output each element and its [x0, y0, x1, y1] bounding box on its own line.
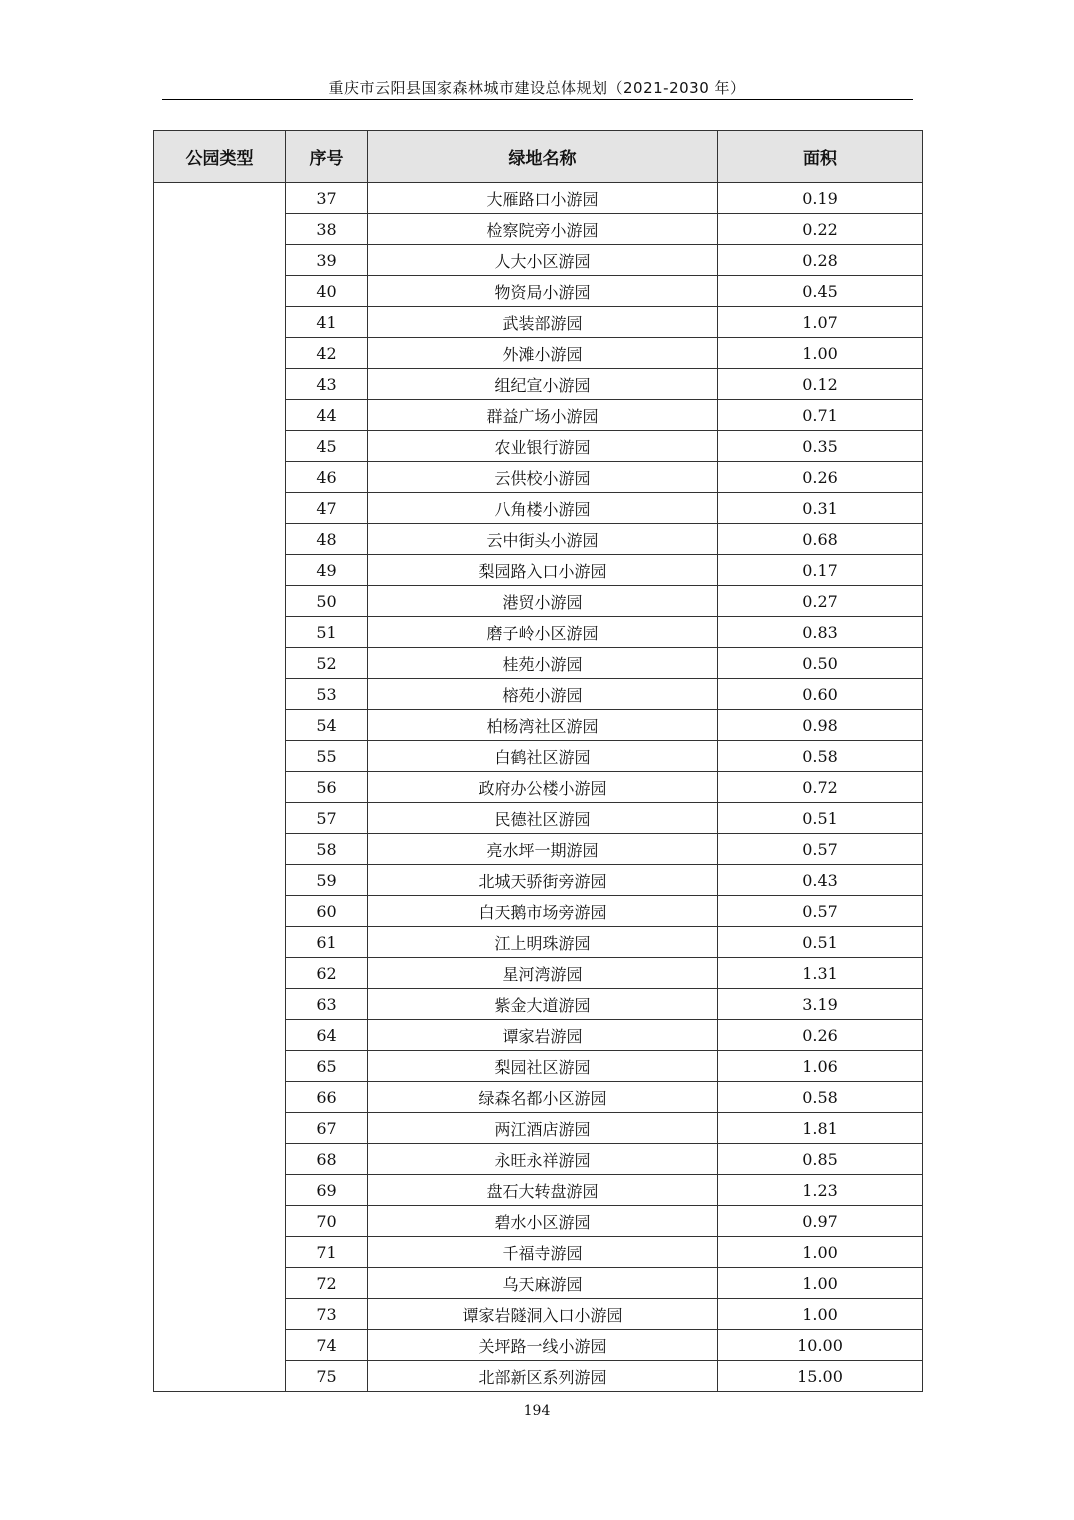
green-space-name-cell: 大雁路口小游园	[368, 183, 718, 214]
green-space-name-cell: 物资局小游园	[368, 276, 718, 307]
area-cell: 1.00	[718, 1237, 923, 1268]
serial-number-cell: 54	[286, 710, 368, 741]
serial-number-cell: 42	[286, 338, 368, 369]
area-cell: 0.17	[718, 555, 923, 586]
green-space-name-cell: 政府办公楼小游园	[368, 772, 718, 803]
area-cell: 0.58	[718, 1082, 923, 1113]
serial-number-cell: 58	[286, 834, 368, 865]
column-header-area: 面积	[718, 131, 923, 183]
area-cell: 0.68	[718, 524, 923, 555]
area-cell: 1.00	[718, 338, 923, 369]
green-space-name-cell: 紫金大道游园	[368, 989, 718, 1020]
area-cell: 0.22	[718, 214, 923, 245]
serial-number-cell: 37	[286, 183, 368, 214]
area-cell: 0.85	[718, 1144, 923, 1175]
area-cell: 0.35	[718, 431, 923, 462]
green-space-name-cell: 千福寺游园	[368, 1237, 718, 1268]
area-cell: 0.28	[718, 245, 923, 276]
table-row	[154, 183, 923, 214]
green-space-name-cell: 谭家岩隧洞入口小游园	[368, 1299, 718, 1330]
area-cell: 0.51	[718, 803, 923, 834]
area-cell: 0.26	[718, 462, 923, 493]
serial-number-cell: 59	[286, 865, 368, 896]
serial-number-cell: 51	[286, 617, 368, 648]
green-space-name-cell: 星河湾游园	[368, 958, 718, 989]
serial-number-cell: 57	[286, 803, 368, 834]
serial-number-cell: 38	[286, 214, 368, 245]
green-space-name-cell: 白鹤社区游园	[368, 741, 718, 772]
area-cell: 0.72	[718, 772, 923, 803]
area-cell: 0.19	[718, 183, 923, 214]
green-space-name-cell: 桂苑小游园	[368, 648, 718, 679]
area-cell: 1.00	[718, 1299, 923, 1330]
column-header-park-type: 公园类型	[154, 131, 286, 183]
serial-number-cell: 72	[286, 1268, 368, 1299]
serial-number-cell: 48	[286, 524, 368, 555]
green-space-name-cell: 人大小区游园	[368, 245, 718, 276]
green-space-name-cell: 农业银行游园	[368, 431, 718, 462]
column-header-serial-number: 序号	[286, 131, 368, 183]
green-space-name-cell: 江上明珠游园	[368, 927, 718, 958]
serial-number-cell: 39	[286, 245, 368, 276]
serial-number-cell: 53	[286, 679, 368, 710]
green-space-name-cell: 亮水坪一期游园	[368, 834, 718, 865]
serial-number-cell: 47	[286, 493, 368, 524]
serial-number-cell: 55	[286, 741, 368, 772]
column-header-green-space-name: 绿地名称	[368, 131, 718, 183]
green-space-name-cell: 关坪路一线小游园	[368, 1330, 718, 1361]
area-cell: 1.07	[718, 307, 923, 338]
serial-number-cell: 56	[286, 772, 368, 803]
park-area-table	[153, 130, 923, 1392]
area-cell: 0.26	[718, 1020, 923, 1051]
serial-number-cell: 46	[286, 462, 368, 493]
area-cell: 0.51	[718, 927, 923, 958]
area-cell: 0.50	[718, 648, 923, 679]
serial-number-cell: 64	[286, 1020, 368, 1051]
green-space-name-cell: 群益广场小游园	[368, 400, 718, 431]
area-cell: 0.57	[718, 896, 923, 927]
green-space-name-cell: 榕苑小游园	[368, 679, 718, 710]
green-space-name-cell: 磨子岭小区游园	[368, 617, 718, 648]
green-space-name-cell: 民德社区游园	[368, 803, 718, 834]
header-divider	[162, 99, 913, 100]
area-cell: 15.00	[718, 1361, 923, 1392]
green-space-name-cell: 柏杨湾社区游园	[368, 710, 718, 741]
green-space-name-cell: 武装部游园	[368, 307, 718, 338]
area-cell: 3.19	[718, 989, 923, 1020]
serial-number-cell: 60	[286, 896, 368, 927]
green-space-name-cell: 碧水小区游园	[368, 1206, 718, 1237]
green-space-name-cell: 北城天骄街旁游园	[368, 865, 718, 896]
page-number: 194	[523, 1403, 551, 1419]
serial-number-cell: 75	[286, 1361, 368, 1392]
serial-number-cell: 70	[286, 1206, 368, 1237]
table-header-row	[154, 131, 923, 183]
green-space-name-cell: 港贸小游园	[368, 586, 718, 617]
green-space-name-cell: 两江酒店游园	[368, 1113, 718, 1144]
serial-number-cell: 63	[286, 989, 368, 1020]
serial-number-cell: 74	[286, 1330, 368, 1361]
area-cell: 1.23	[718, 1175, 923, 1206]
serial-number-cell: 43	[286, 369, 368, 400]
green-space-name-cell: 乌天麻游园	[368, 1268, 718, 1299]
area-cell: 0.57	[718, 834, 923, 865]
area-cell: 0.83	[718, 617, 923, 648]
serial-number-cell: 52	[286, 648, 368, 679]
area-cell: 0.12	[718, 369, 923, 400]
serial-number-cell: 67	[286, 1113, 368, 1144]
serial-number-cell: 40	[286, 276, 368, 307]
area-cell: 0.45	[718, 276, 923, 307]
serial-number-cell: 69	[286, 1175, 368, 1206]
green-space-name-cell: 谭家岩游园	[368, 1020, 718, 1051]
area-cell: 1.00	[718, 1268, 923, 1299]
area-cell: 0.31	[718, 493, 923, 524]
green-space-name-cell: 梨园路入口小游园	[368, 555, 718, 586]
serial-number-cell: 41	[286, 307, 368, 338]
green-space-name-cell: 云供校小游园	[368, 462, 718, 493]
area-cell: 0.60	[718, 679, 923, 710]
area-cell: 0.98	[718, 710, 923, 741]
green-space-name-cell: 组纪宣小游园	[368, 369, 718, 400]
serial-number-cell: 65	[286, 1051, 368, 1082]
serial-number-cell: 61	[286, 927, 368, 958]
serial-number-cell: 44	[286, 400, 368, 431]
green-space-name-cell: 云中街头小游园	[368, 524, 718, 555]
green-space-name-cell: 检察院旁小游园	[368, 214, 718, 245]
serial-number-cell: 68	[286, 1144, 368, 1175]
area-cell: 1.06	[718, 1051, 923, 1082]
serial-number-cell: 50	[286, 586, 368, 617]
serial-number-cell: 45	[286, 431, 368, 462]
green-space-name-cell: 白天鹅市场旁游园	[368, 896, 718, 927]
serial-number-cell: 71	[286, 1237, 368, 1268]
green-space-name-cell: 八角楼小游园	[368, 493, 718, 524]
green-space-name-cell: 梨园社区游园	[368, 1051, 718, 1082]
area-cell: 0.97	[718, 1206, 923, 1237]
serial-number-cell: 62	[286, 958, 368, 989]
area-cell: 0.27	[718, 586, 923, 617]
green-space-name-cell: 盘石大转盘游园	[368, 1175, 718, 1206]
park-type-cell	[154, 183, 286, 1392]
green-space-name-cell: 外滩小游园	[368, 338, 718, 369]
area-cell: 10.00	[718, 1330, 923, 1361]
serial-number-cell: 73	[286, 1299, 368, 1330]
table-body	[154, 183, 923, 1392]
area-cell: 0.58	[718, 741, 923, 772]
serial-number-cell: 66	[286, 1082, 368, 1113]
green-space-name-cell: 绿森名都小区游园	[368, 1082, 718, 1113]
area-cell: 0.43	[718, 865, 923, 896]
serial-number-cell: 49	[286, 555, 368, 586]
area-cell: 1.81	[718, 1113, 923, 1144]
area-cell: 0.71	[718, 400, 923, 431]
green-space-name-cell: 北部新区系列游园	[368, 1361, 718, 1392]
area-cell: 1.31	[718, 958, 923, 989]
green-space-name-cell: 永旺永祥游园	[368, 1144, 718, 1175]
document-header-title: 重庆市云阳县国家森林城市建设总体规划（2021-2030 年）	[328, 79, 746, 97]
